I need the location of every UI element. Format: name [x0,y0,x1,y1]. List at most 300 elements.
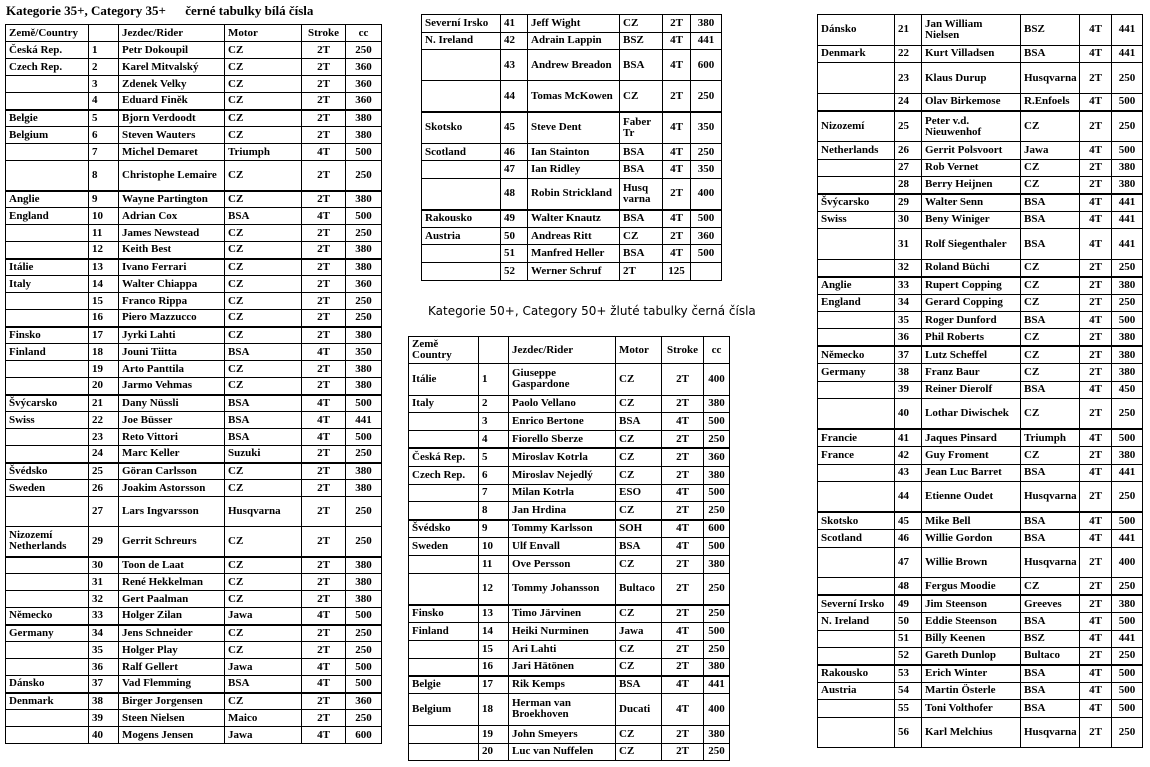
cell-rider: Robin Strickland [528,178,620,209]
cell-cc: 441 [346,412,382,429]
cell-stroke: 2T [302,76,346,93]
table-row [818,159,1143,176]
table-row [422,112,722,143]
cell-country [6,659,89,676]
table-row [818,482,1143,513]
cell-motor: BSA [1021,312,1080,329]
table-row [409,502,730,520]
cell-motor: CZ [1021,329,1080,346]
table-row [6,344,382,361]
table-row [409,676,730,694]
cell-country: England [6,208,89,225]
cell-country: Italy [6,276,89,293]
table-row [818,45,1143,62]
cell-country [818,381,895,398]
cell-stroke: 2T [1080,547,1112,578]
cell-stroke: 4T [1080,530,1112,547]
table-row [6,625,382,642]
cell-rider: Steven Wauters [119,127,225,144]
table-row [818,93,1143,110]
col-header-cc: cc [704,337,730,364]
cell-motor: CZ [1021,259,1080,276]
cell-stroke: 2T [1080,647,1112,664]
cell-stroke: 2T [302,710,346,727]
cell-number: 25 [895,111,922,142]
cell-rider: Toni Volthofer [922,700,1021,717]
table-row [818,700,1143,717]
cell-country: Swiss [6,412,89,429]
cell-cc: 380 [346,557,382,574]
table-row [818,447,1143,464]
cell-number: 55 [895,700,922,717]
cell-country: Itálie [6,259,89,276]
cell-country [818,329,895,346]
table-row [409,448,730,466]
cell-country: Belgie [409,676,479,694]
table-row [818,578,1143,595]
cell-number: 45 [895,512,922,529]
cell-number: 33 [89,608,119,625]
cell-country [422,262,501,280]
cell-country: Denmark [818,45,895,62]
cell-rider: Toon de Laat [119,557,225,574]
table-row [818,312,1143,329]
table-row [818,547,1143,578]
cell-motor: CZ [225,625,302,642]
cell-stroke: 4T [662,520,704,538]
cell-cc: 250 [1112,399,1143,430]
cell-cc: 380 [704,658,730,676]
table-row [6,480,382,497]
table-row [422,15,722,33]
table-row [818,15,1143,46]
cell-motor: BSA [1021,512,1080,529]
cell-stroke: 4T [1080,700,1112,717]
cell-country: Švýcarsko [818,194,895,211]
table-row [818,530,1143,547]
cell-stroke: 2T [302,242,346,259]
cell-stroke: 2T [1080,63,1112,94]
cell-motor: CZ [225,591,302,608]
cell-rider: Dany Nüssli [119,395,225,412]
cell-country: Anglie [6,191,89,208]
category-35-table-2 [421,14,722,281]
cell-motor: CZ [1021,399,1080,430]
cell-country [6,429,89,446]
cell-stroke: 2T [662,448,704,466]
cell-number: 4 [89,93,119,110]
cell-rider: Michel Demaret [119,144,225,161]
cell-stroke: 2T [302,259,346,276]
cell-rider: Zdenek Velky [119,76,225,93]
cell-number: 10 [479,537,509,555]
cell-country [409,431,479,449]
table-row [6,642,382,659]
cell-country [818,630,895,647]
cell-motor: BSA [1021,194,1080,211]
cell-motor: CZ [225,276,302,293]
cell-stroke: 2T [302,59,346,76]
category-50-title: Kategorie 50+, Category 50+ žluté tabulky černá čísla [428,304,756,318]
cell-country [818,159,895,176]
cell-motor: CZ [225,527,302,557]
cell-motor: Jawa [225,727,302,744]
cell-country: Italy [409,395,479,413]
cell-motor: CZ [225,480,302,497]
cell-number: 15 [479,640,509,658]
cell-country: Sweden [6,480,89,497]
table-row [422,178,722,209]
cell-country [818,399,895,430]
cell-cc: 380 [1112,176,1143,193]
cell-rider: Ari Lahti [509,640,616,658]
cell-country [818,229,895,260]
cell-number: 13 [89,259,119,276]
cell-cc: 500 [1112,142,1143,159]
cell-cc: 400 [1112,547,1143,578]
cell-cc: 250 [704,640,730,658]
cell-rider: Joakim Astorsson [119,480,225,497]
cell-motor: CZ [225,110,302,127]
table-row [6,144,382,161]
cell-country: Finsko [6,327,89,344]
cell-stroke: 4T [1080,93,1112,110]
cell-rider: Andreas Ritt [528,227,620,245]
cell-country [6,144,89,161]
cell-cc: 250 [346,42,382,59]
cell-rider: Rupert Copping [922,277,1021,294]
cell-rider: Olav Birkemose [922,93,1021,110]
cell-motor: Triumph [1021,429,1080,446]
cell-motor: CZ [225,293,302,310]
cell-rider: Jean Luc Barret [922,464,1021,481]
cell-number: 16 [89,310,119,327]
cell-stroke: 4T [1080,15,1112,46]
cell-rider: Jouni Tiitta [119,344,225,361]
cell-motor: CZ [1021,578,1080,595]
cell-rider: Karel Mitvalský [119,59,225,76]
cell-number: 56 [895,717,922,748]
cell-cc: 360 [346,276,382,293]
cell-cc: 250 [346,527,382,557]
table-row [6,412,382,429]
cell-stroke: 2T [302,276,346,293]
cell-stroke: 4T [1080,429,1112,446]
cell-motor: Triumph [225,144,302,161]
cell-country: Belgium [6,127,89,144]
cell-stroke: 4T [302,608,346,625]
cell-rider: Gareth Dunlop [922,647,1021,664]
cell-number: 37 [895,346,922,363]
cell-number: 48 [895,578,922,595]
cell-cc: 380 [1112,277,1143,294]
cell-number: 20 [89,378,119,395]
cell-country [6,293,89,310]
cell-number: 22 [89,412,119,429]
cell-stroke: 2T [302,591,346,608]
cell-country [409,413,479,431]
cell-number: 46 [895,530,922,547]
cell-cc: 380 [691,15,722,33]
cell-number: 53 [895,665,922,682]
table-row [6,727,382,744]
cell-motor: CZ [616,431,662,449]
cell-cc: 250 [1112,111,1143,142]
cell-motor: SOH [616,520,662,538]
table-row [6,242,382,259]
cell-country: Nizozemí [818,111,895,142]
cell-stroke: 4T [662,694,704,726]
cell-rider: Luc van Nuffelen [509,743,616,761]
cell-country [422,178,501,209]
cell-number: 32 [89,591,119,608]
cell-number: 20 [479,743,509,761]
cell-cc: 250 [704,743,730,761]
cell-number: 23 [895,63,922,94]
table-row [6,191,382,208]
cell-rider: Tomas McKowen [528,81,620,112]
cell-stroke: 4T [1080,682,1112,699]
cell-country: Austria [818,682,895,699]
cell-motor: Greeves [1021,595,1080,612]
cell-cc: 360 [346,76,382,93]
cell-cc: 500 [704,413,730,431]
cell-motor: Husqvarna [1021,63,1080,94]
cell-country: Finsko [409,605,479,623]
cell-stroke: 4T [302,659,346,676]
cell-rider: Ulf Envall [509,537,616,555]
cell-motor: CZ [225,557,302,574]
cell-cc: 380 [1112,447,1143,464]
cell-number: 48 [501,178,528,209]
cell-rider: Paolo Vellano [509,395,616,413]
cell-rider: Holger Play [119,642,225,659]
cell-rider: Jens Schneider [119,625,225,642]
cell-number: 41 [895,429,922,446]
cell-number: 30 [895,211,922,228]
cell-cc: 380 [346,191,382,208]
cell-stroke: 2T [302,225,346,242]
table-row [422,227,722,245]
cell-rider: Berry Heijnen [922,176,1021,193]
table-row [6,127,382,144]
cell-country: Švýcarsko [6,395,89,412]
cell-number: 44 [895,482,922,513]
table-row [818,194,1143,211]
cell-cc: 250 [1112,259,1143,276]
cell-cc: 500 [704,622,730,640]
cell-number: 6 [479,466,509,484]
cell-cc: 441 [1112,229,1143,260]
cell-number: 34 [895,294,922,311]
cell-rider: Fergus Moodie [922,578,1021,595]
cell-cc: 360 [346,93,382,110]
cell-motor: Husqvarna [1021,547,1080,578]
cell-country: Belgie [6,110,89,127]
cell-motor: CZ [616,466,662,484]
cell-motor: BSA [616,413,662,431]
cell-rider: Ralf Gellert [119,659,225,676]
cell-motor: Suzuki [225,446,302,463]
cell-stroke: 2T [663,227,691,245]
category-35-table-1 [5,24,382,744]
cell-cc: 380 [346,574,382,591]
cell-number: 3 [89,76,119,93]
cell-rider: Vad Flemming [119,676,225,693]
cell-stroke: 4T [663,210,691,228]
cell-motor: CZ [616,658,662,676]
cell-number: 24 [895,93,922,110]
cell-cc: 500 [346,659,382,676]
cell-number: 12 [89,242,119,259]
table-row [818,142,1143,159]
cell-motor: CZ [616,448,662,466]
cell-motor: CZ [1021,176,1080,193]
table-row [409,484,730,502]
cell-motor: CZ [616,364,662,396]
cell-stroke: 4T [662,413,704,431]
cell-cc: 380 [346,591,382,608]
cell-country [409,555,479,573]
cell-cc: 360 [346,693,382,710]
category-50-table [408,336,730,761]
cell-cc: 500 [346,608,382,625]
table-row [818,399,1143,430]
cell-cc: 380 [346,327,382,344]
cell-rider: Kurt Villadsen [922,45,1021,62]
cell-cc: 250 [704,573,730,605]
cell-country [6,642,89,659]
cell-cc: 250 [691,81,722,112]
cell-motor: BSA [616,537,662,555]
table-row [6,59,382,76]
cell-stroke: 125 [663,262,691,280]
cell-country: Německo [818,346,895,363]
cell-rider: Roland Büchi [922,259,1021,276]
cell-country: Germany [818,364,895,381]
cell-cc: 250 [1112,717,1143,748]
cell-country [818,464,895,481]
cell-stroke: 2T [1080,176,1112,193]
table-row [6,429,382,446]
cell-stroke: 2T [302,310,346,327]
cell-rider: Eddie Steenson [922,613,1021,630]
col-header-motor: Motor [225,25,302,42]
cell-cc: 441 [1112,464,1143,481]
table-row [422,32,722,50]
table-row [422,210,722,228]
cell-stroke: 2T [662,743,704,761]
cell-country: Dánsko [6,676,89,693]
cell-number: 47 [895,547,922,578]
cell-rider: Göran Carlsson [119,463,225,480]
cell-number: 19 [89,361,119,378]
category-35-label: Kategorie 35+, Category 35+ [6,3,166,18]
cell-number: 18 [89,344,119,361]
cell-stroke: 2T [302,378,346,395]
table-row [6,361,382,378]
cell-cc: 500 [1112,682,1143,699]
cell-rider: Jari Hätönen [509,658,616,676]
table-row [818,381,1143,398]
cell-rider: Lars Ingvarsson [119,497,225,527]
cell-rider: Peter v.d. Nieuwenhof [922,111,1021,142]
cell-stroke: 4T [663,143,691,161]
cell-stroke: 2T [662,466,704,484]
cell-rider: Lothar Diwischek [922,399,1021,430]
cell-number: 6 [89,127,119,144]
cell-cc: 380 [1112,159,1143,176]
cell-number: 17 [479,676,509,694]
cell-motor: BSZ [1021,15,1080,46]
table-row [818,346,1143,363]
cell-motor: Ducati [616,694,662,726]
cell-country: Německo [6,608,89,625]
cell-stroke: 4T [662,537,704,555]
cell-stroke: 4T [1080,665,1112,682]
cell-motor: CZ [1021,364,1080,381]
cell-cc [691,262,722,280]
cell-motor: CZ [620,15,663,33]
cell-rider: Martin Österle [922,682,1021,699]
cell-motor: BSA [1021,229,1080,260]
cell-motor: BSA [1021,700,1080,717]
cell-number: 17 [89,327,119,344]
cell-stroke: 2T [1080,717,1112,748]
cell-number: 9 [479,520,509,538]
cell-country [409,484,479,502]
cell-motor: CZ [1021,447,1080,464]
cell-country: Švédsko [6,463,89,480]
cell-cc: 500 [346,208,382,225]
cell-country: Dánsko [818,15,895,46]
cell-stroke: 2T [1080,578,1112,595]
cell-rider: Tommy Johansson [509,573,616,605]
cell-rider: Rik Kemps [509,676,616,694]
cell-stroke: 4T [663,245,691,263]
cell-stroke: 4T [662,622,704,640]
cell-stroke: 2T [302,557,346,574]
cell-rider: Gert Paalman [119,591,225,608]
cell-stroke: 2T [663,15,691,33]
cell-number: 2 [89,59,119,76]
cell-stroke: 2T [1080,399,1112,430]
cell-cc: 600 [346,727,382,744]
cell-cc: 500 [346,676,382,693]
cell-number: 14 [89,276,119,293]
cell-number: 39 [89,710,119,727]
cell-motor: CZ [225,259,302,276]
table-row [409,725,730,743]
cell-motor: BSA [620,50,663,81]
cell-number: 1 [89,42,119,59]
cell-number: 42 [501,32,528,50]
cell-number: 7 [89,144,119,161]
cell-rider: Fiorello Sberze [509,431,616,449]
cell-motor: CZ [225,378,302,395]
cell-rider: Andrew Breadon [528,50,620,81]
cell-cc: 380 [346,361,382,378]
cell-country [409,743,479,761]
cell-stroke: 4T [302,429,346,446]
cell-number: 28 [895,176,922,193]
cell-rider: Ian Ridley [528,161,620,179]
cell-stroke: 2T [302,161,346,191]
cell-stroke: 2T [302,327,346,344]
cell-stroke: 4T [1080,630,1112,647]
cell-rider: Etienne Oudet [922,482,1021,513]
cell-rider: Jaques Pinsard [922,429,1021,446]
